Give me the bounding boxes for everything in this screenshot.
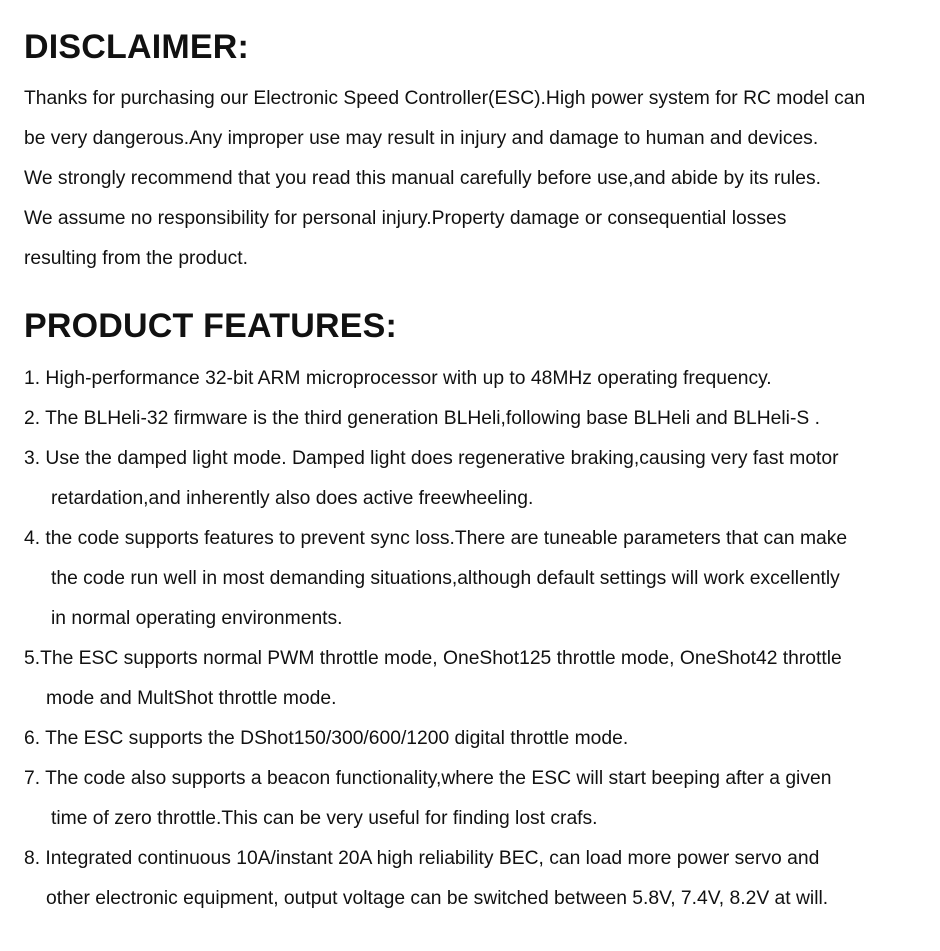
feature-item-4-continued: the code run well in most demanding situations,although default settings will work excellently: [51, 568, 840, 589]
product-features-heading: PRODUCT FEATURES:: [24, 307, 397, 345]
feature-item-8: 8. Integrated continuous 10A/instant 20A high reliability BEC, can load more power servo and: [24, 848, 820, 869]
feature-item-7-continued: time of zero throttle.This can be very useful for finding lost crafs.: [51, 808, 598, 829]
disclaimer-line: We strongly recommend that you read this manual carefully before use,and abide by its rules.: [24, 168, 822, 189]
disclaimer-line: We assume no responsibility for personal injury.Property damage or consequential losses: [24, 208, 787, 229]
feature-item-3-continued: retardation,and inherently also does active freewheeling.: [51, 488, 534, 509]
feature-item-5: 5.The ESC supports normal PWM throttle mode, OneShot125 throttle mode, OneShot42 throttle: [24, 648, 842, 669]
feature-item-5-continued: mode and MultShot throttle mode.: [46, 688, 337, 709]
feature-item-8-continued: other electronic equipment, output voltage can be switched between 5.8V, 7.4V, 8.2V at will.: [46, 888, 829, 909]
feature-item-6: 6. The ESC supports the DShot150/300/600/1200 digital throttle mode.: [24, 728, 629, 749]
feature-item-7: 7. The code also supports a beacon functionality,where the ESC will start beeping after a given: [24, 768, 832, 789]
feature-item-4-continued: in normal operating environments.: [51, 608, 343, 629]
feature-item-2: 2. The BLHeli-32 firmware is the third generation BLHeli,following base BLHeli and BLHeli-S .: [24, 408, 820, 429]
disclaimer-line: Thanks for purchasing our Electronic Speed Controller(ESC).High power system for RC model can: [24, 88, 866, 109]
feature-item-4: 4. the code supports features to prevent sync loss.There are tuneable parameters that can make: [24, 528, 848, 549]
disclaimer-line: resulting from the product.: [24, 248, 248, 269]
feature-item-1: 1. High-performance 32-bit ARM microprocessor with up to 48MHz operating frequency.: [24, 368, 772, 389]
disclaimer-line: be very dangerous.Any improper use may result in injury and damage to human and devices.: [24, 128, 819, 149]
feature-item-3: 3. Use the damped light mode. Damped light does regenerative braking,causing very fast motor: [24, 448, 839, 469]
disclaimer-heading: DISCLAIMER:: [24, 28, 250, 66]
